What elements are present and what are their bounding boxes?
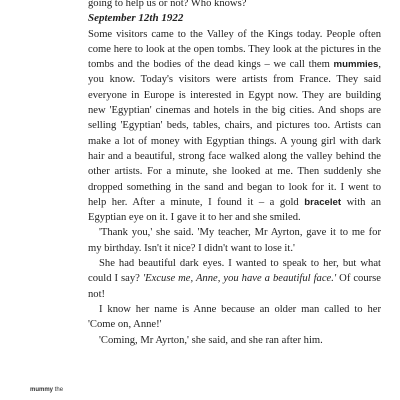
paragraph-3	[88, 256, 381, 302]
keyword-mummies: mummies	[333, 59, 379, 71]
paragraph-5-text: 'Coming, Mr Ayrton,' she said, and she ran after him.	[99, 334, 323, 346]
paragraph-4	[88, 302, 381, 333]
keyword-bracelet: bracelet	[304, 196, 342, 208]
glossary-note	[30, 386, 86, 394]
body-text-column	[88, 0, 381, 348]
paragraph-1-text-a: Some visitors came to the Valley of the Kings today. People often come here to look at the open tombs. They look at the pictures in the tombs and the bodies of the dead kings – we call them	[88, 28, 381, 71]
paragraph-5	[88, 333, 381, 348]
paragraph-2-text: 'Thank you,' she said. 'My teacher, Mr Ayrton, gave it to me for my birthday. Isn't it nice? I didn't want to lose it.'	[88, 227, 381, 254]
diary-date-heading: September 12th 1922	[88, 12, 184, 25]
paragraph-1	[88, 27, 381, 226]
paragraph-3-italic: 'Excuse me, Anne, you have a beautiful face.'	[142, 273, 337, 285]
glossary-term: mummy	[30, 387, 54, 393]
paragraph-1-text-b: , you know. Today's visitors were artists from France. They said everyone in Europe is interested in Egypt now. They are building new 'Egyptian' cinemas and hotels in the big cities. And shops are selling 'Egyptian' beds, tables, chairs, and pictures too. Artists can make a lot of money with Egyptian things. A young girl with dark hair and a beautiful, strong face walked along the valley behind the other artists. For a minute, she looked at me. Then suddenly she dropped something in the sand and began to look for it. I went to help her. After a minute, I found it – a gold	[88, 59, 381, 208]
glossary-definition: the	[54, 387, 64, 393]
paragraph-2	[88, 225, 381, 256]
top-fragment-paragraph	[88, 0, 381, 11]
paragraph-1-text-c: with an Egyptian eye on it. I gave it to her and she smiled.	[88, 196, 381, 224]
paragraph-3-text-b: Of course not!	[88, 273, 381, 300]
paragraph-3-text-a: She had beautiful dark eyes. I wanted to speak to her, but what could I say?	[88, 258, 381, 285]
top-fragment-text: going to help us or not? Who knows?	[88, 0, 247, 9]
paragraph-4-text: I know her name is Anne because an older man called to her 'Come on, Anne!'	[88, 303, 381, 331]
